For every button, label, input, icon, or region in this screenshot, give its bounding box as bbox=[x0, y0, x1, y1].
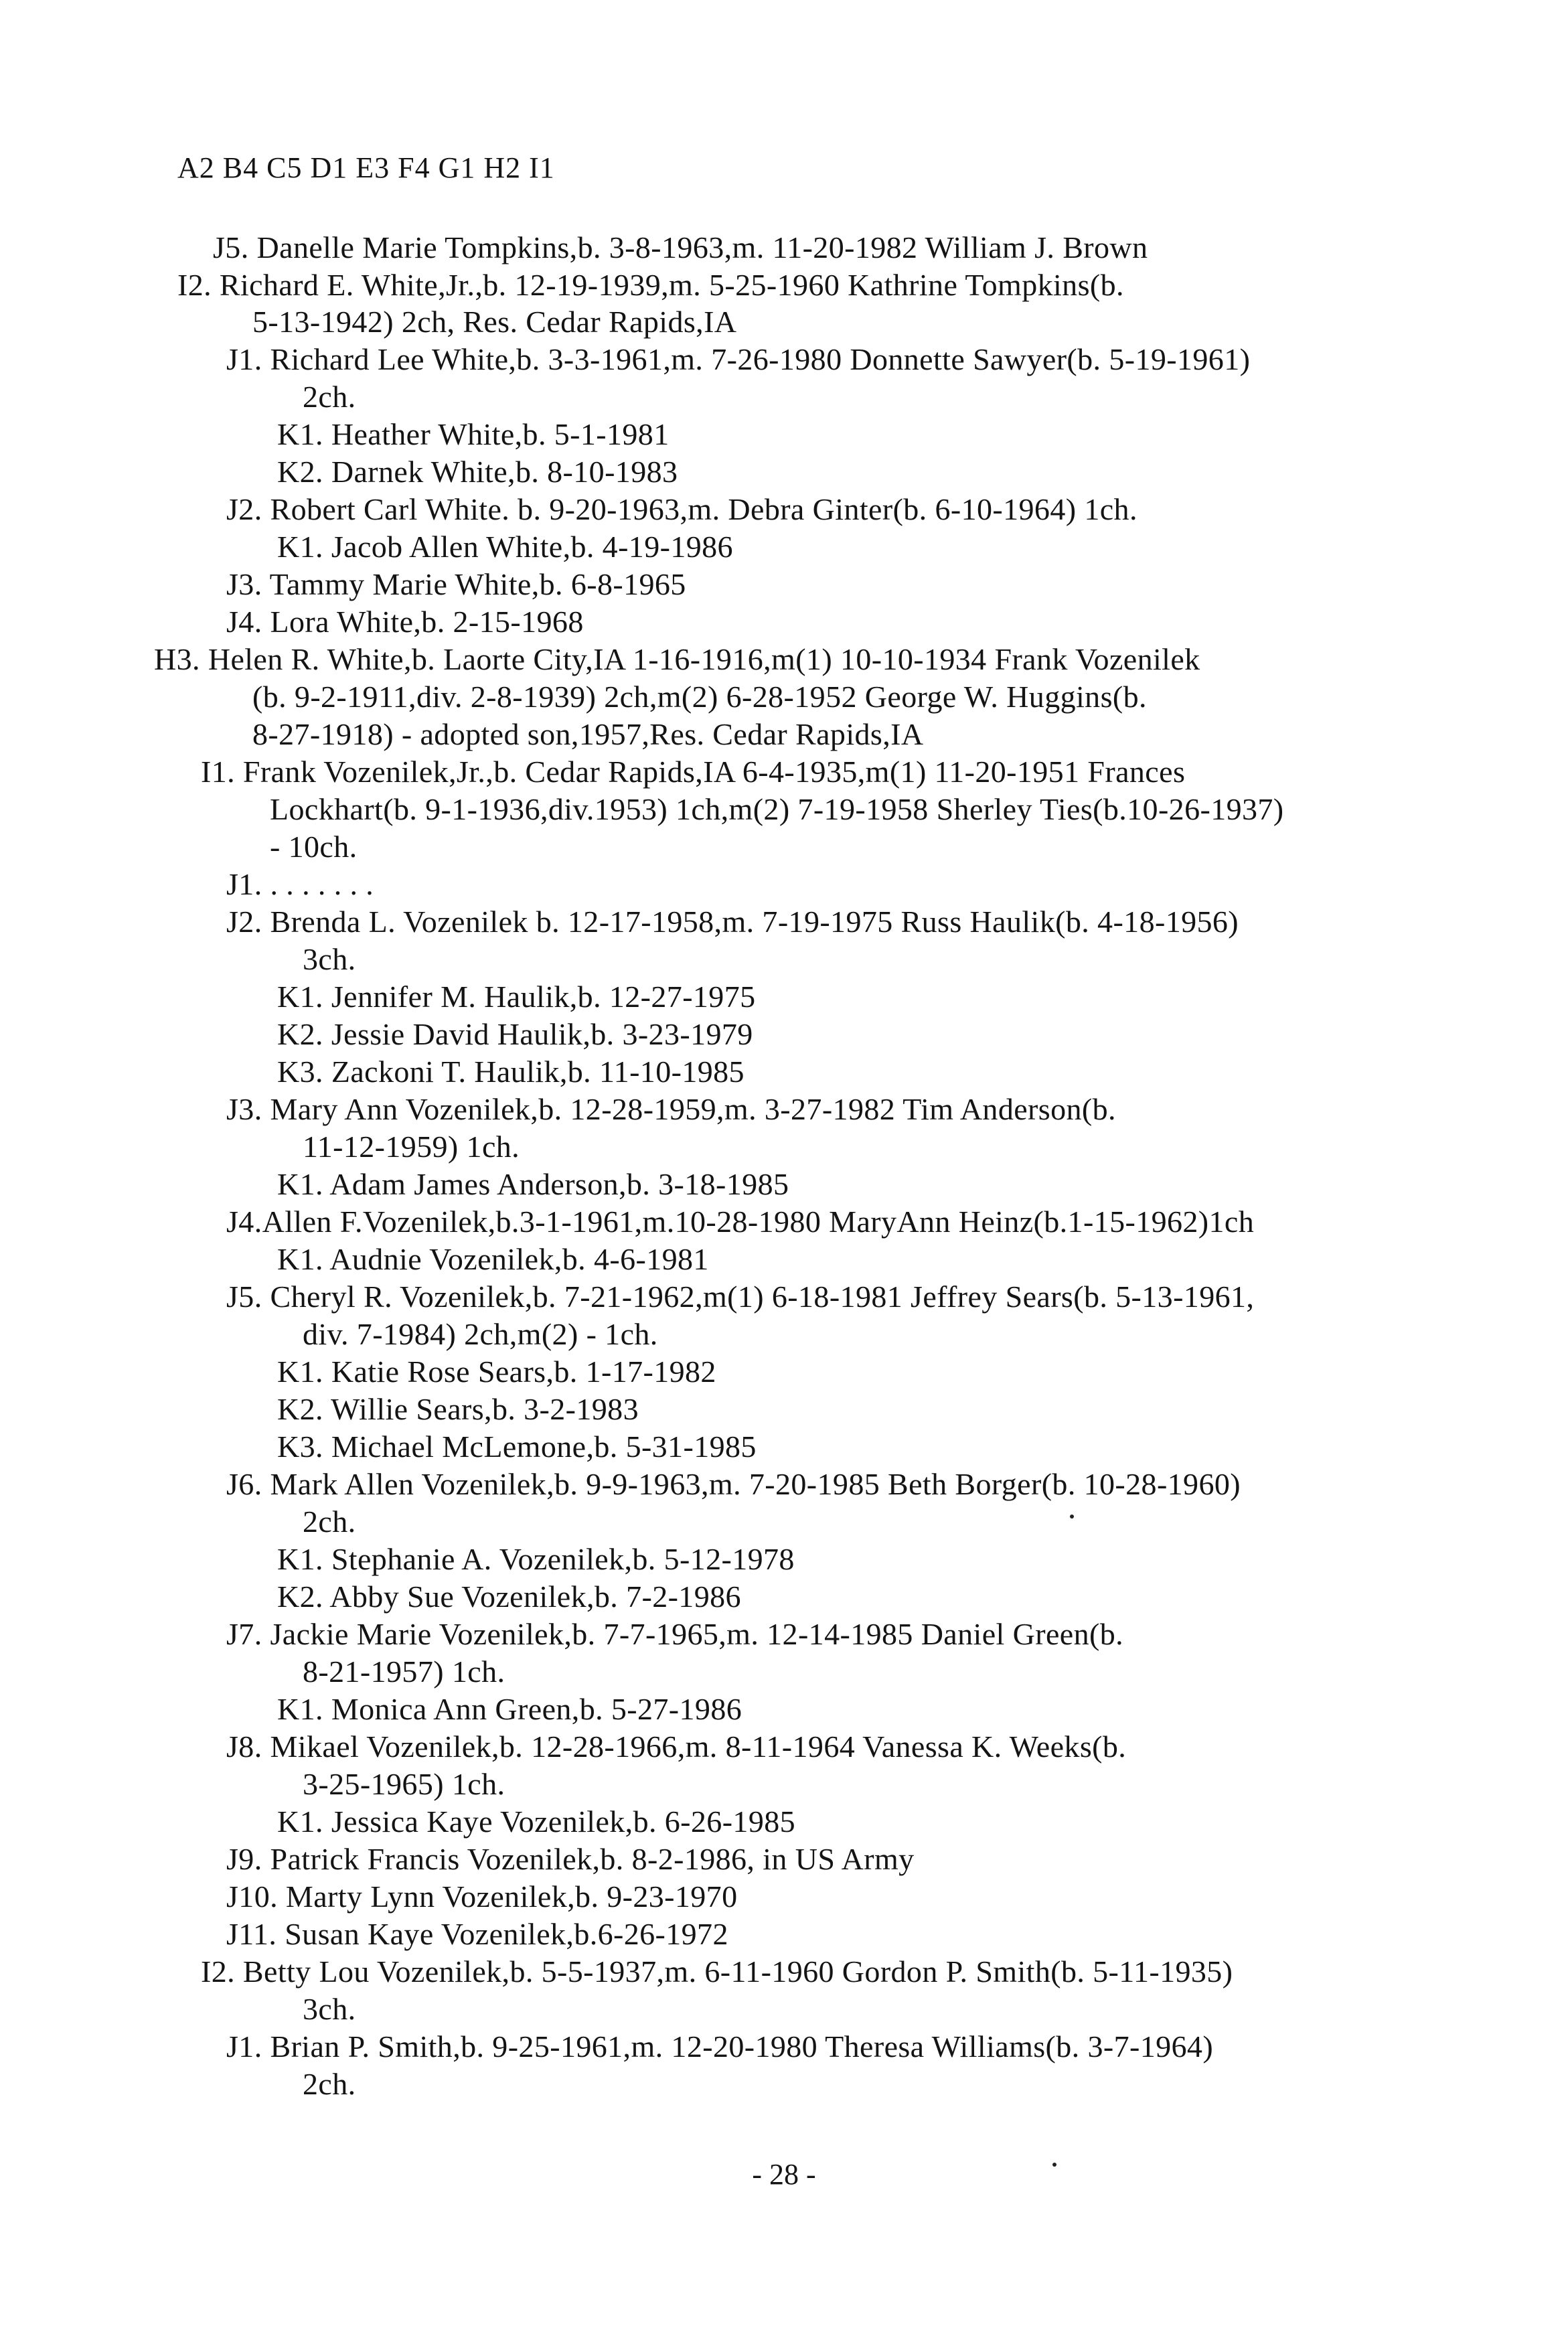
genealogy-entry-line: J4.Allen F.Vozenilek,b.3-1-1961,m.10-28-1980 MaryAnn Heinz(b.1-15-1962)1ch bbox=[226, 1205, 1255, 1239]
genealogy-entry-line: 3ch. bbox=[303, 1992, 356, 2026]
genealogy-entry-line: 3-25-1965) 1ch. bbox=[303, 1767, 505, 1801]
genealogy-entry-line: K1. Jennifer M. Haulik,b. 12-27-1975 bbox=[277, 980, 756, 1014]
genealogy-entry-line: K1. Jessica Kaye Vozenilek,b. 6-26-1985 bbox=[277, 1804, 796, 1839]
genealogy-entry-line: K1. Jacob Allen White,b. 4-19-1986 bbox=[277, 530, 733, 564]
genealogy-entry-line: J7. Jackie Marie Vozenilek,b. 7-7-1965,m. 12-14-1985 Daniel Green(b. bbox=[226, 1617, 1123, 1651]
genealogy-entry-line: J2. Robert Carl White. b. 9-20-1963,m. Debra Ginter(b. 6-10-1964) 1ch. bbox=[226, 492, 1138, 526]
genealogy-entry-line: 3ch. bbox=[303, 942, 356, 976]
genealogy-entry-line: 11-12-1959) 1ch. bbox=[303, 1130, 520, 1164]
genealogy-entry-line: I2. Richard E. White,Jr.,b. 12-19-1939,m. 5-25-1960 Kathrine Tompkins(b. bbox=[177, 268, 1124, 302]
genealogy-entry-line: J8. Mikael Vozenilek,b. 12-28-1966,m. 8-11-1964 Vanessa K. Weeks(b. bbox=[226, 1729, 1127, 1764]
genealogy-entry-line: K2. Abby Sue Vozenilek,b. 7-2-1986 bbox=[277, 1579, 741, 1614]
genealogy-entry-line: K3. Michael McLemone,b. 5-31-1985 bbox=[277, 1429, 757, 1464]
genealogy-entry-line: K1. Heather White,b. 5-1-1981 bbox=[277, 417, 670, 451]
genealogy-entry-line: K3. Zackoni T. Haulik,b. 11-10-1985 bbox=[277, 1055, 744, 1089]
genealogy-entry-line: 2ch. bbox=[303, 380, 356, 414]
genealogy-entry-line: - 10ch. bbox=[270, 830, 358, 864]
genealogy-entry-line: J4. Lora White,b. 2-15-1968 bbox=[226, 605, 584, 639]
genealogy-entry-line: J3. Mary Ann Vozenilek,b. 12-28-1959,m. 3-27-1982 Tim Anderson(b. bbox=[226, 1092, 1116, 1126]
genealogy-entry-line: H3. Helen R. White,b. Laorte City,IA 1-16-1916,m(1) 10-10-1934 Frank Vozenilek bbox=[154, 642, 1200, 676]
genealogy-entry-line: K1. Katie Rose Sears,b. 1-17-1982 bbox=[277, 1354, 716, 1389]
genealogy-entry-line: J5. Danelle Marie Tompkins,b. 3-8-1963,m. 11-20-1982 William J. Brown bbox=[213, 230, 1148, 264]
genealogy-entry-line: J10. Marty Lynn Vozenilek,b. 9-23-1970 bbox=[226, 1879, 738, 1914]
genealogy-entry-line: 8-27-1918) - adopted son,1957,Res. Cedar Rapids,IA bbox=[252, 717, 924, 751]
page-number: - 28 - bbox=[752, 2158, 816, 2191]
genealogy-entry-line: 8-21-1957) 1ch. bbox=[303, 1654, 505, 1689]
genealogy-entry-line: J5. Cheryl R. Vozenilek,b. 7-21-1962,m(1) 6-18-1981 Jeffrey Sears(b. 5-13-1961, bbox=[226, 1280, 1255, 1314]
genealogy-entry-line: div. 7-1984) 2ch,m(2) - 1ch. bbox=[303, 1317, 658, 1351]
genealogy-entry-line: Lockhart(b. 9-1-1936,div.1953) 1ch,m(2) 7-19-1958 Sherley Ties(b.10-26-1937) bbox=[270, 792, 1284, 826]
genealogy-entry-line: J3. Tammy Marie White,b. 6-8-1965 bbox=[226, 567, 686, 601]
genealogy-entry-line: J1. Richard Lee White,b. 3-3-1961,m. 7-26-1980 Donnette Sawyer(b. 5-19-1961) bbox=[226, 342, 1251, 376]
genealogy-entry-line: 2ch. bbox=[303, 1504, 356, 1539]
genealogy-entry-line: J6. Mark Allen Vozenilek,b. 9-9-1963,m. 7-20-1985 Beth Borger(b. 10-28-1960) bbox=[226, 1467, 1241, 1501]
genealogy-entry-line: J9. Patrick Francis Vozenilek,b. 8-2-1986, in US Army bbox=[226, 1842, 915, 1876]
genealogy-entry-line: J1. . . . . . . . bbox=[226, 867, 374, 901]
genealogy-entry-line: (b. 9-2-1911,div. 2-8-1939) 2ch,m(2) 6-28-1952 George W. Huggins(b. bbox=[252, 680, 1147, 714]
lineage-header: A2 B4 C5 D1 E3 F4 G1 H2 I1 bbox=[177, 151, 555, 184]
genealogy-entry-line: J1. Brian P. Smith,b. 9-25-1961,m. 12-20-1980 Theresa Williams(b. 3-7-1964) bbox=[226, 2029, 1214, 2064]
genealogy-entry-line: I1. Frank Vozenilek,Jr.,b. Cedar Rapids,IA 6-4-1935,m(1) 11-20-1951 Frances bbox=[201, 755, 1186, 789]
genealogy-entry-line: K2. Jessie David Haulik,b. 3-23-1979 bbox=[277, 1017, 753, 1051]
genealogy-entry-line: K1. Stephanie A. Vozenilek,b. 5-12-1978 bbox=[277, 1542, 795, 1576]
genealogy-entry-line: J2. Brenda L. Vozenilek b. 12-17-1958,m. 7-19-1975 Russ Haulik(b. 4-18-1956) bbox=[226, 905, 1239, 939]
genealogy-entry-line: K1. Audnie Vozenilek,b. 4-6-1981 bbox=[277, 1242, 709, 1276]
genealogy-entry-line: J11. Susan Kaye Vozenilek,b.6-26-1972 bbox=[226, 1917, 728, 1951]
stray-mark bbox=[1070, 1515, 1074, 1519]
genealogy-entry-line: K1. Monica Ann Green,b. 5-27-1986 bbox=[277, 1692, 742, 1726]
genealogy-entry-line: 2ch. bbox=[303, 2067, 356, 2101]
genealogy-entry-line: K2. Darnek White,b. 8-10-1983 bbox=[277, 455, 678, 489]
genealogy-entry-line: 5-13-1942) 2ch, Res. Cedar Rapids,IA bbox=[252, 305, 737, 339]
genealogy-entry-line: K1. Adam James Anderson,b. 3-18-1985 bbox=[277, 1167, 789, 1201]
genealogy-entry-line: I2. Betty Lou Vozenilek,b. 5-5-1937,m. 6-11-1960 Gordon P. Smith(b. 5-11-1935) bbox=[201, 1954, 1233, 1989]
genealogy-entry-line: K2. Willie Sears,b. 3-2-1983 bbox=[277, 1392, 639, 1426]
